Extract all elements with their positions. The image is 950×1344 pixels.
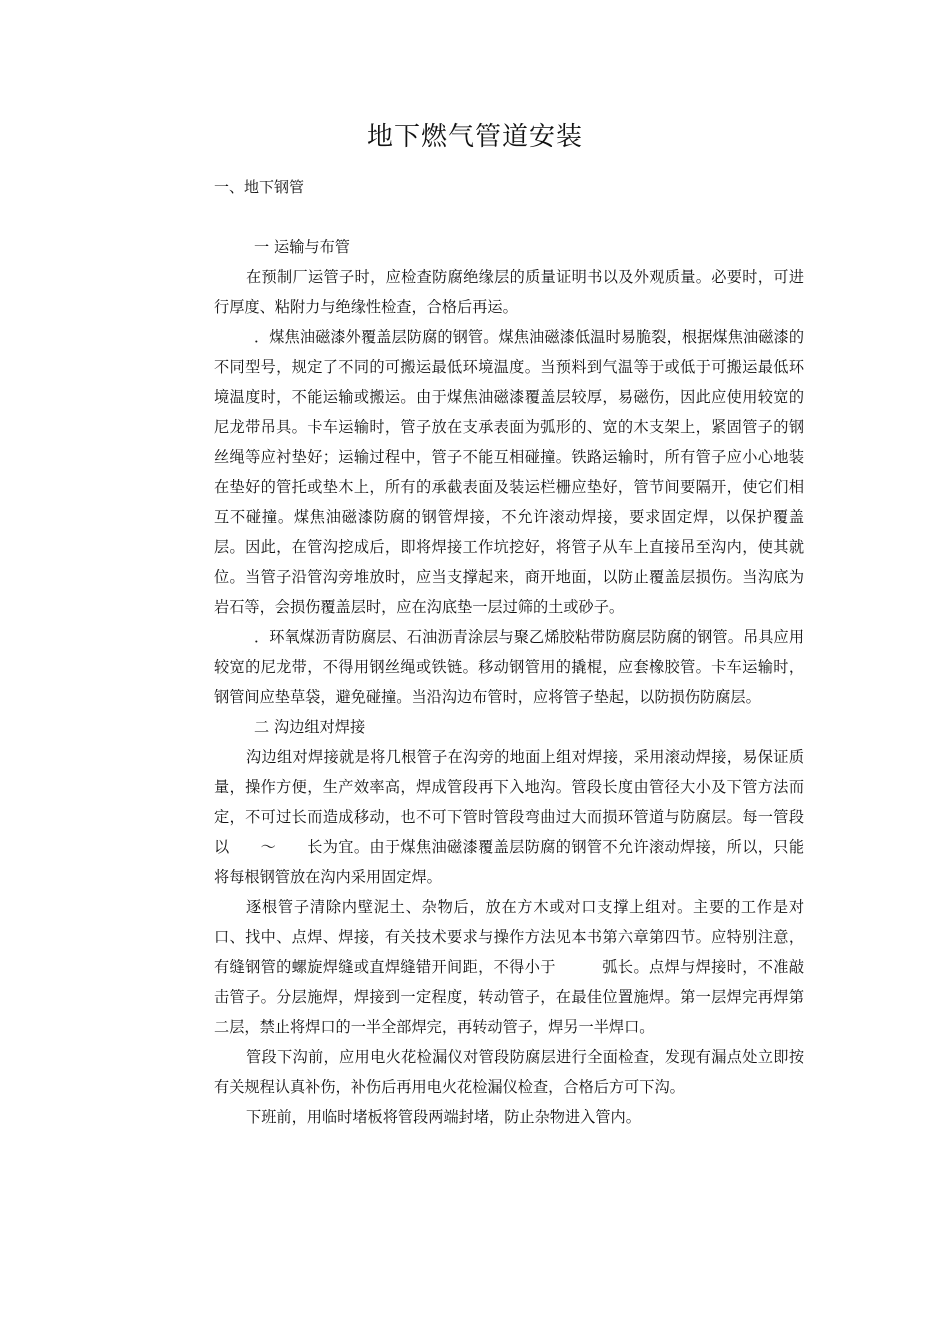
paragraph-end-of-shift: 下班前，用临时堵板将管段两端封堵，防止杂物进入管内。 <box>246 1108 641 1126</box>
subsection-heading-transport: 一 运输与布管 <box>254 238 350 256</box>
paragraph-leak-detection: 管段下沟前，应用电火花检漏仪对管段防腐层进行全面检查，发现有漏点处立即按有关规程认真补伤，补伤后再用电火花检漏仪检查，合格后方可下沟。 <box>214 1048 804 1096</box>
document-title: 地下燃气管道安装 <box>366 122 583 152</box>
paragraph-coal-tar-enamel: ．煤焦油磁漆外覆盖层防腐的钢管。煤焦油磁漆低温时易脆裂，根据煤焦油磁漆的不同型号，规定了不同的可搬运最低环境温度。当预料到气温等于或低于可搬运最低环境温度时，不能运输或搬运。由于煤焦油磁漆覆盖层较厚，易磁伤，因此应使用较宽的尼龙带吊具。卡车运输时，管子放在支承表面为弧形的、宽的木支架上，紧固管子的钢丝绳等应衬垫好；运输过程中，管子不能互相碰撞。铁路运输时，所有管子应小心地装在垫好的管托或垫木上，所有的承截表面及装运栏栅应垫好，管节间要隔开，使它们相互不碰撞。煤焦油磁漆防腐的钢管焊接，不允许滚动焊接，要求固定焊，以保护覆盖层。因此，在管沟挖成后，即将焊接工作坑挖好，将管子从车上直接吊至沟内，使其就位。当管子沿管沟旁堆放时，应当支撑起来，商开地面，以防止覆盖层损伤。当沟底为岩石等，会损伤覆盖层时，应在沟底垫一层过筛的土或砂子。 <box>214 328 804 616</box>
section-heading-underground-steel-pipe: 一、地下钢管 <box>214 178 305 196</box>
paragraph-pipe-alignment: 逐根管子清除内壁泥土、杂物后，放在方木或对口支撑上组对。主要的工作是对口、找中、点焊、焊接，有关技术要求与操作方法见本书第六章第四节。应特别注意，有缝钢管的螺旋焊缝或直焊缝错开间距，不得小于 弧长。点焊与焊接时，不准敲击管子。分层施焊，焊接到一定程度，转动管子，在最佳位置施焊。第一层焊完再焊第二层，禁止将焊口的一半全部焊完，再转动管子，焊另一半焊口。 <box>214 898 804 1036</box>
subsection-heading-trench-welding: 二 沟边组对焊接 <box>254 718 366 736</box>
paragraph-trench-welding: 沟边组对焊接就是将几根管子在沟旁的地面上组对焊接，采用滚动焊接，易保证质量，操作方便，生产效率高，焊成管段再下入地沟。管段长度由管径大小及下管方法而定，不可过长而造成移动，也不可下管时管段弯曲过大而损环管道与防腐层。每一管段以 ～ 长为宜。由于煤焦油磁漆覆盖层防腐的钢管不允许滚动焊接，所以，只能将每根钢管放在沟内采用固定焊。 <box>214 748 804 886</box>
paragraph-epoxy-coating: ．环氧煤沥青防腐层、石油沥青涂层与聚乙烯胶粘带防腐层防腐的钢管。吊具应用较宽的尼龙带，不得用钢丝绳或铁链。移动钢管用的撬棍，应套橡胶管。卡车运输时，钢管间应垫草袋，避免碰撞。当沿沟边布管时，应将管子垫起，以防损伤防腐层。 <box>214 628 804 706</box>
paragraph-prefab-transport: 在预制厂运管子时，应检查防腐绝缘层的质量证明书以及外观质量。必要时，可进行厚度、粘附力与绝缘性检查，合格后再运。 <box>214 268 804 316</box>
document-body <box>214 232 804 1132</box>
